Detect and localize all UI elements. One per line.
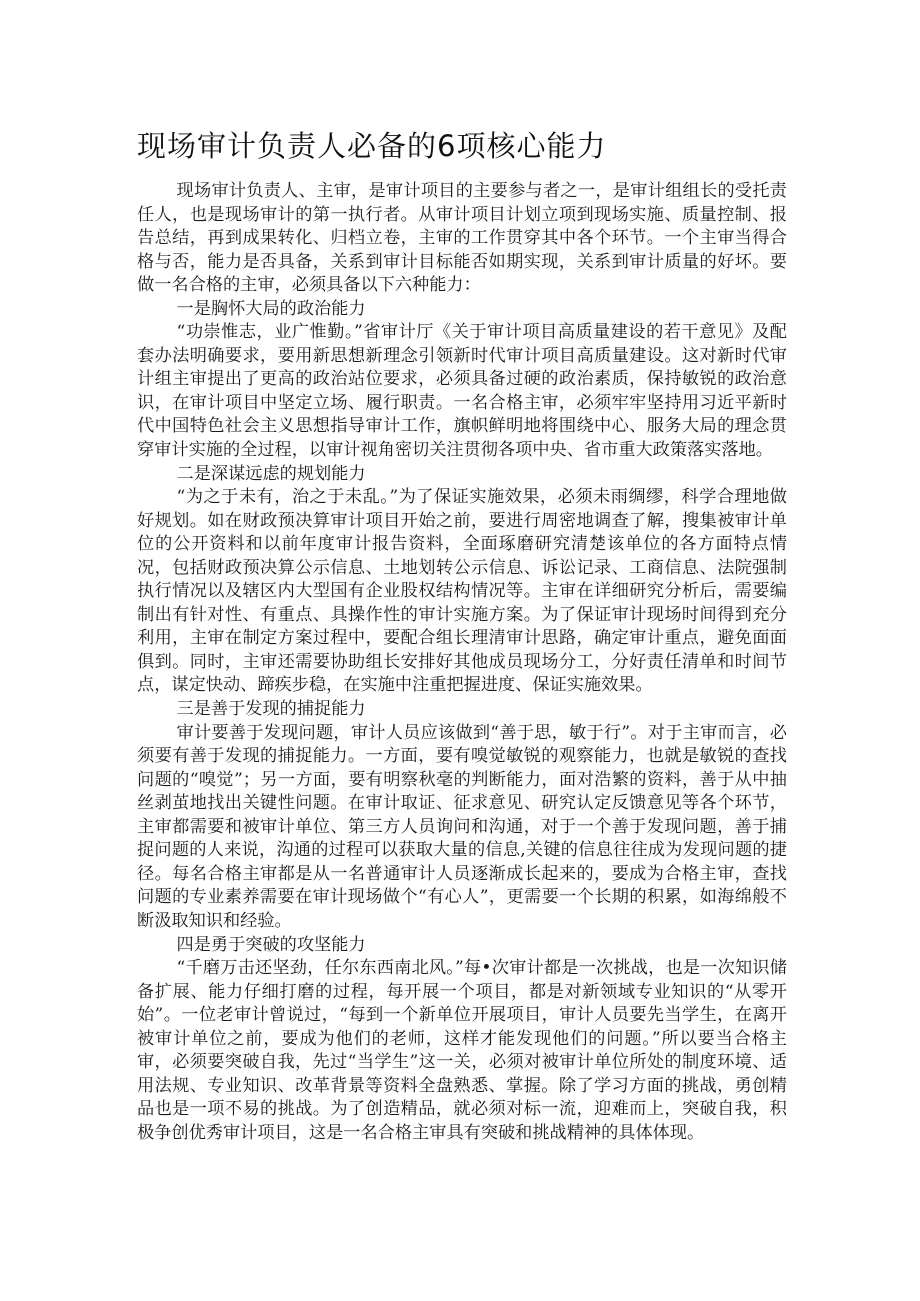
section-paragraph-breakthrough: “千磨万击还坚劲，任尔东西南北风。”每•次审计都是一次挑战，也是一次知识储备扩展、能力仔细打磨的过程，每开展一个项目，都是对新领域专业知识的“从零开始”。一位老审计曾说过，“每到一个新单位开展项目，审计人员要先当学生，在离开被审计单位之前，要成为他们的老师，这样才能发现他们的问题。”所以要当合格主审，必须要突破自我，先过“当学生”这一关，必须对被审计单位所处的制度环境、适用法规、专业知识、改革背景等资料全盘熟悉、掌握。除了学习方面的挑战，勇创精品也是一项不易的挑战。为了创造精品，就必须对标一流，迎难而上，突破自我，积极争创优秀审计项目，这是一名合格主审具有突破和挑战精神的具体体现。 (137, 958, 787, 1143)
section-heading-political: 一是胸怀大局的政治能力 (176, 298, 366, 319)
section-paragraph-planning: “为之于未有，治之于未乱。”为了保证实施效果，必须未雨绸缪，科学合理地做好规划。如在财政预决算审计项目开始之前，要进行周密地调查了解，搜集被审计单位的公开资料和以前年度审计报告资料，全面琢磨研究清楚该单位的各方面特点情况，包括财政预决算公示信息、土地划转公示信息、诉讼记录、工商信息、法院强制执行情况以及辖区内大型国有企业股权结构情况等。主审在详细研究分析后，需要编制出有针对性、有重点、具操作性的审计实施方案。为了保证审计现场时间得到充分利用，主审在制定方案过程中，要配合组长理清审计思路，确定审计重点，避免面面俱到。同时，主审还需要协助组长安排好其他成员现场分工，分好责任清单和时间节点，谋定快动、蹄疾步稳，在实施中注重把握进度、保证实施效果。 (137, 487, 787, 696)
section-paragraph-discovery: 审计要善于发现问题，审计人员应该做到“善于思，敏于行”。对于主审而言，必须要有善于发现的捕捉能力。一方面，要有嗅觉敏锐的观察能力，也就是敏锐的查找问题的“嗅觉”；另一方面，要有明察秋毫的判断能力，面对浩繁的资料，善于从中抽丝剥茧地找出关键性问题。在审计取证、征求意见、研究认定反馈意见等各个环节，主审都需要和被审计单位、第三方人员询问和沟通，对于一个善于发现问题，善于捕捉问题的人来说，沟通的过程可以获取大量的信息,关键的信息往往成为发现问题的捷径。每名合格主审都是从一名普通审计人员逐渐成长起来的，要成为合格主审，查找问题的专业素养需要在审计现场做个“有心人”，更需要一个长期的积累，如海绵般不断汲取知识和经验。 (137, 722, 787, 931)
section-heading-planning: 二是深谋远虑的规划能力 (176, 463, 366, 484)
section-heading-discovery: 三是善于发现的捕捉能力 (176, 699, 366, 720)
intro-paragraph: 现场审计负责人、主审，是审计项目的主要参与者之一，是审计组组长的受托责任人，也是现场审计的第一执行者。从审计项目计划立项到现场实施、质量控制、报告总结，再到成果转化、归档立卷，主审的工作贯穿其中各个环节。一个主审当得合格与否，能力是否具备，关系到审计目标能否如期实现，关系到审计质量的好坏。要做一名合格的主审，必须具备以下六种能力： (137, 181, 787, 296)
section-paragraph-political: “功崇惟志，业广惟勤。”省审计厅《关于审计项目高质量建设的若干意见》及配套办法明确要求，要用新思想新理念引领新时代审计项目高质量建设。这对新时代审计组主审提出了更高的政治站位要求，必须具备过硬的政治素质，保持敏锐的政治意识，在审计项目中坚定立场、履行职责。一名合格主审，必须牢牢坚持用习近平新时代中国特色社会主义思想指导审计工作，旗帜鲜明地将围绕中心、服务大局的理念贯穿审计实施的全过程，以审计视角密切关注贯彻各项中央、省市重大政策落实落地。 (137, 322, 787, 461)
document-body (137, 180, 787, 1145)
page-title: 现场审计负责人必备的6项核心能力 (137, 129, 607, 163)
section-heading-breakthrough: 四是勇于突破的攻坚能力 (176, 934, 366, 955)
